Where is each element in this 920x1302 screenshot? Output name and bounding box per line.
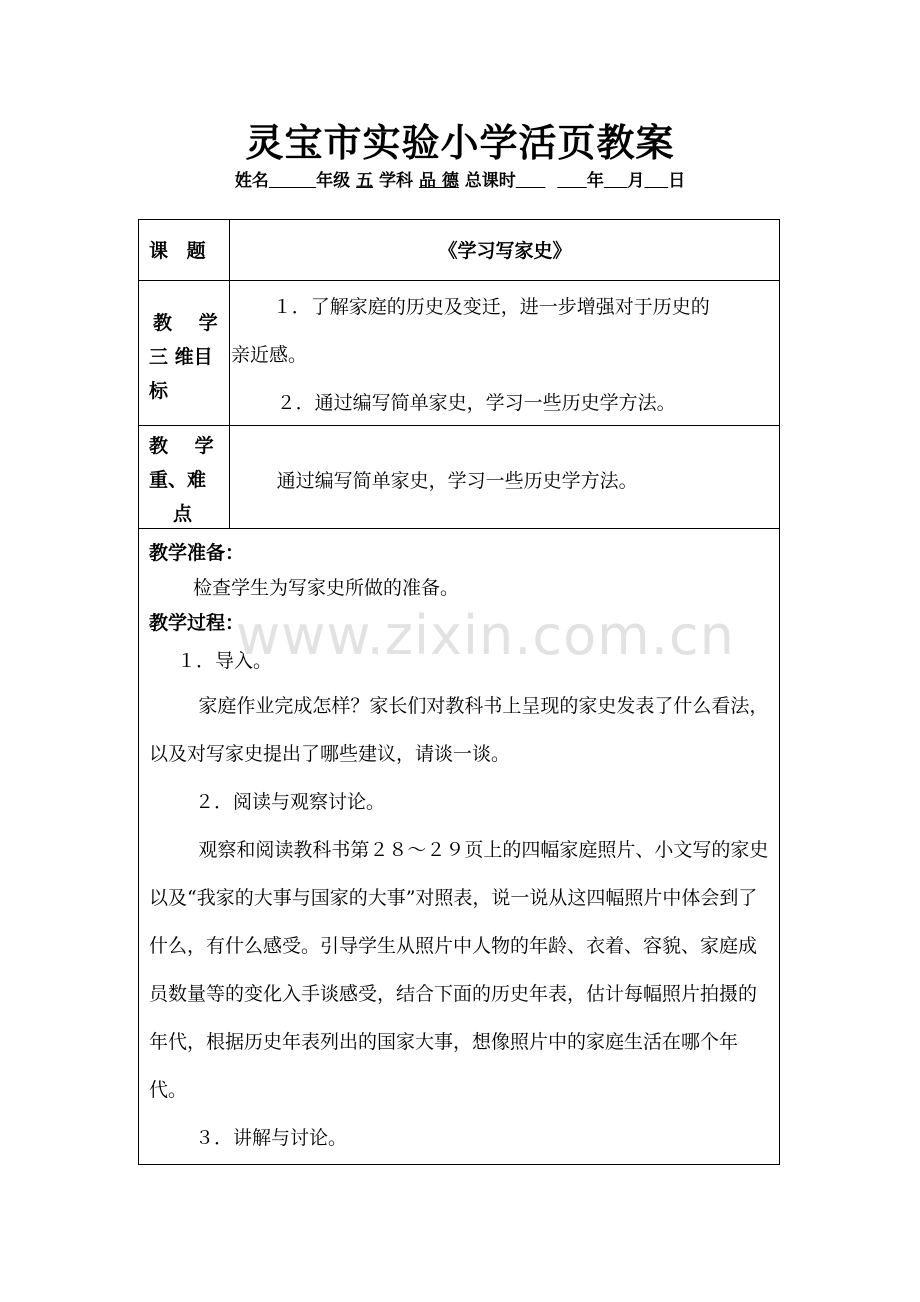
paragraph-1: 家庭作业完成怎样？家长们对教科书上呈现的家史发表了什么看法，以及对写家史提出了哪些建议，请谈一谈。 (149, 695, 769, 765)
subject-label: 学科 (379, 171, 414, 191)
grade-label: 年级 (316, 171, 351, 191)
day-blank (645, 171, 669, 191)
key-points-value: 通过编写简单家史，学习一些历史学方法。 (276, 470, 638, 492)
step-3: ３．讲解与讨论。 (195, 1127, 348, 1149)
name-label: 姓名 (234, 171, 269, 191)
step-2: ２．阅读与观察讨论。 (195, 791, 386, 813)
paragraph-2: 观察和阅读教科书第２８～２９页上的四幅家庭照片、小文写的家史以及“我家的大事与国家的大事”对照表，说一说从这四幅照片中体会到了什么，有什么感受。引导学生从照片中人物的年龄、衣着、容貌、家庭成员数量等的变化入手谈感受，结合下面的历史年表，估计每幅照片拍摄的年代，根据历史年表列出的国家大事，想像照片中的家庭生活在哪个年代。 (149, 839, 769, 1101)
goals-label-line-1: 教 学 (153, 312, 228, 334)
year-blank (557, 171, 587, 191)
key-label-line-1: 教 学 (149, 435, 224, 457)
watermark: www.zixin.com.cn (236, 604, 735, 667)
month-blank (604, 171, 628, 191)
subject-value: 品 德 (418, 171, 459, 191)
goals-label-line-2: 三 维目 (149, 346, 213, 368)
prep-text: 检查学生为写家史所做的准备。 (193, 577, 460, 599)
year-label: 年 (586, 171, 604, 191)
name-blank (269, 171, 316, 191)
goals-label-line-3: 标 (149, 380, 169, 402)
day-label: 日 (668, 171, 686, 191)
goal-2: ２．通过编写简单家史，学习一些历史学方法。 (276, 392, 676, 414)
key-label-line-2: 重、难 (149, 469, 207, 491)
step-1: １．导入。 (177, 650, 273, 672)
lesson-plan-table (138, 219, 780, 1165)
row-divider (139, 528, 779, 529)
total-hours-label: 总课时 (464, 171, 516, 191)
goal-1-line-2: 亲近感。 (231, 344, 308, 366)
topic-label: 课 题 (149, 240, 212, 262)
topic-value: 《学习写家史》 (438, 240, 572, 262)
header-meta-line (0, 166, 920, 191)
total-hours-blank (516, 171, 546, 191)
column-divider (229, 220, 230, 528)
process-heading: 教学过程： (149, 612, 245, 634)
grade-value: 五 (356, 171, 374, 191)
row-divider (139, 280, 779, 281)
key-label-line-3: 点 (173, 503, 193, 525)
prep-heading: 教学准备： (149, 542, 245, 564)
month-label: 月 (627, 171, 645, 191)
goal-1-line-1: １．了解家庭的历史及变迁，进一步增强对于历史的 (272, 296, 710, 318)
page-title: 灵宝市实验小学活页教案 (245, 121, 675, 165)
